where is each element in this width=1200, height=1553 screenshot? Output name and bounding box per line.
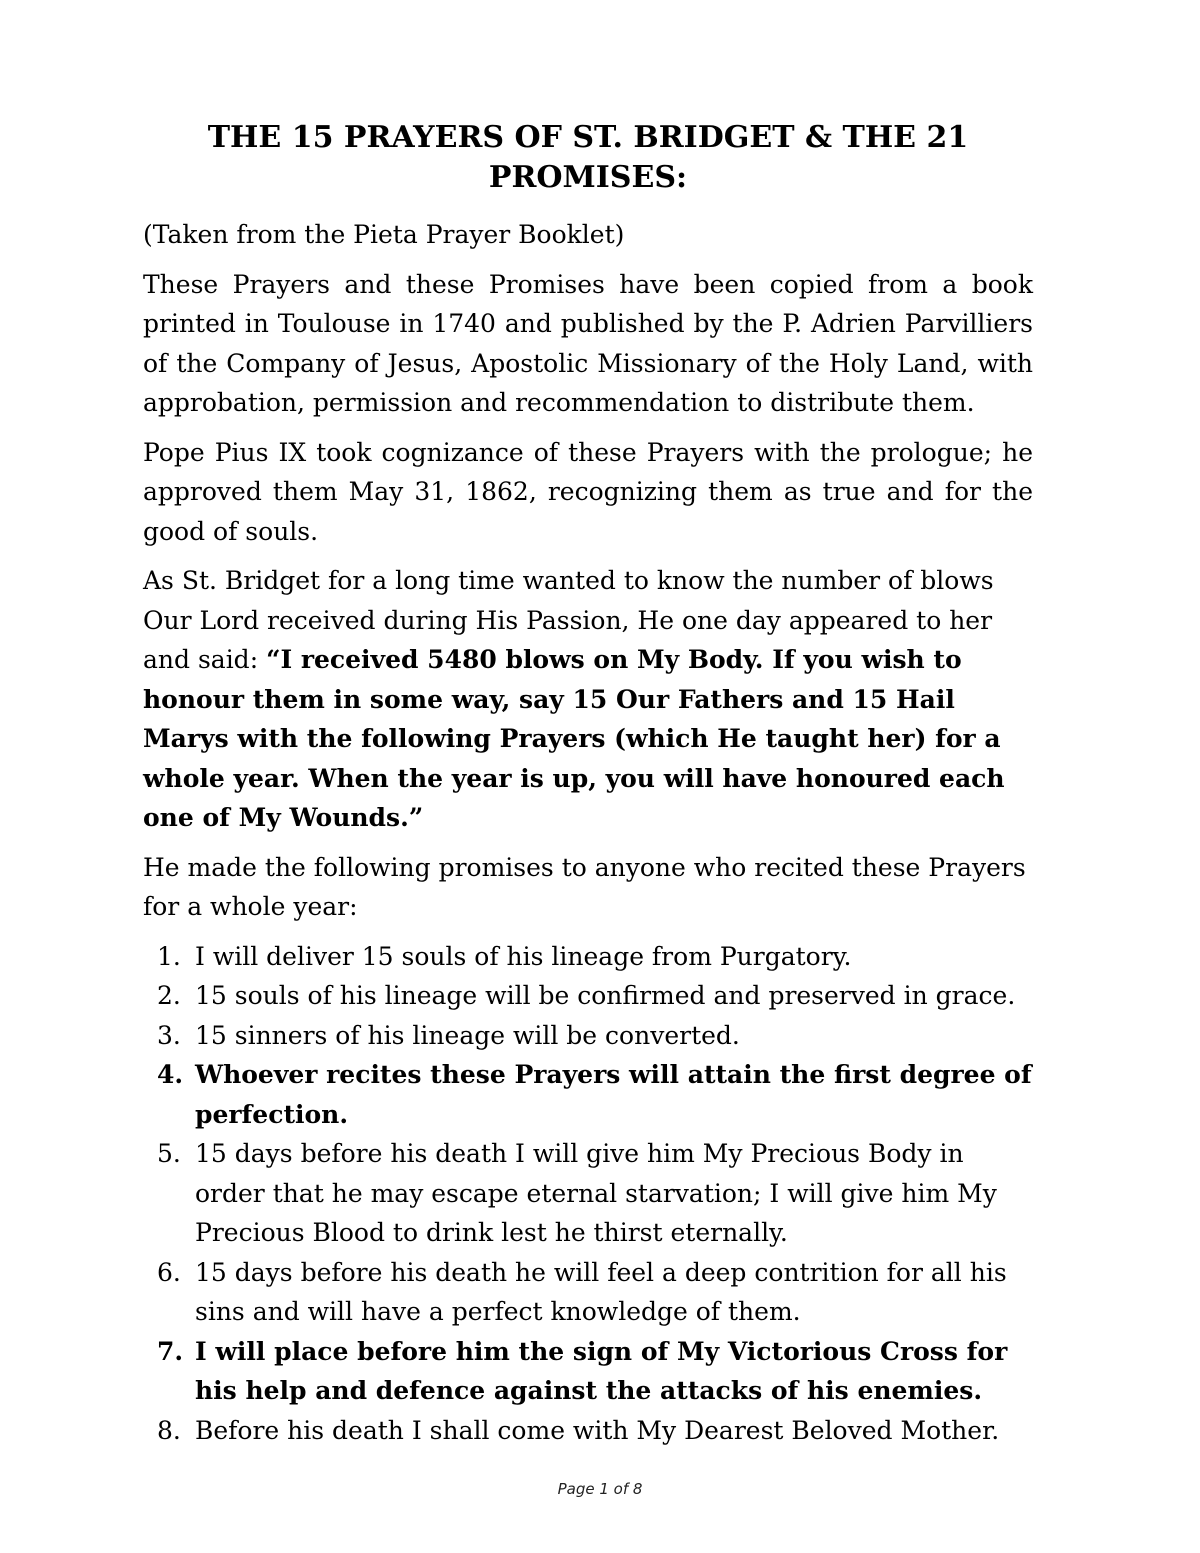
promise-number: 5. — [157, 1139, 181, 1168]
promise-number: 8. — [157, 1415, 181, 1445]
promise-item — [143, 937, 1033, 977]
paragraph-revelation — [143, 561, 1033, 838]
page-number: Page 1 of 8 — [557, 1480, 643, 1498]
promise-text: Before his death I shall come with My Dearest Beloved Mother. — [195, 1415, 1000, 1445]
promise-number: 1. — [157, 941, 181, 971]
promise-number: 6. — [157, 1257, 181, 1287]
promise-text: Whoever recites these Prayers will attain the first degree of perfection. — [195, 1060, 1032, 1129]
title-line-2: PROMISES: — [488, 160, 688, 195]
page-footer — [0, 1480, 1200, 1498]
promise-number: 2. — [157, 981, 181, 1010]
promise-number: 7. — [157, 1336, 184, 1366]
paragraph-approval: Pope Pius IX took cognizance of these Prayers with the prologue; he approved them May 31, 1862, recognizing them as true and for the good of souls. — [143, 437, 1033, 546]
promise-text: 15 days before his death I will give him My Precious Body in order that he may escape eternal starvation; I will give him My Precious Blood to drink lest he thirst eternally. — [195, 1139, 997, 1247]
promise-item — [143, 1134, 1033, 1253]
promise-text: 15 souls of his lineage will be confirmed and preserved in grace. — [195, 981, 1016, 1010]
promise-item — [143, 1332, 1033, 1411]
promise-item — [143, 1055, 1033, 1134]
source-note: (Taken from the Pieta Prayer Booklet) — [143, 220, 625, 249]
document-page — [143, 118, 1033, 1450]
promise-number: 4. — [157, 1060, 184, 1089]
promise-text: I will deliver 15 souls of his lineage from Purgatory. — [195, 941, 852, 971]
promise-item — [143, 976, 1033, 1016]
revelation-quote: “I received 5480 blows on My Body. If you wish to honour them in some way, say 15 Our Fathers and 15 Hail Marys with the following Prayers (which He taught her) for a whole year. When the year is up, you will have honoured each one of My Wounds.” — [143, 645, 1005, 832]
title-line-1: THE 15 PRAYERS OF ST. BRIDGET & THE 21 — [207, 120, 969, 155]
promise-text: 15 days before his death he will feel a deep contrition for all his sins and will have a perfect knowledge of them. — [195, 1257, 1007, 1326]
document-title — [143, 118, 1033, 198]
promises-list — [143, 937, 1033, 1451]
promise-text: 15 sinners of his lineage will be converted. — [195, 1020, 740, 1050]
promise-number: 3. — [157, 1020, 181, 1050]
promise-item — [143, 1411, 1033, 1451]
promise-text: I will place before him the sign of My Victorious Cross for his help and defence against the attacks of his enemies. — [195, 1336, 1008, 1405]
promise-item — [143, 1016, 1033, 1056]
paragraph-promises-intro: He made the following promises to anyone who recited these Prayers for a whole year: — [143, 852, 1026, 921]
revelation-intro: As St. Bridget for a long time wanted to know the number of blows Our Lord received during His Passion, He one day appeared to her and said: — [143, 566, 994, 674]
paragraph-origin: These Prayers and these Promises have been copied from a book printed in Toulouse in 1740 and published by the P. Adrien Parvilliers of the Company of Jesus, Apostolic Missionary of the Holy Land, with approbation, permission and recommendation to distribute them. — [143, 269, 1033, 417]
promise-item — [143, 1253, 1033, 1332]
